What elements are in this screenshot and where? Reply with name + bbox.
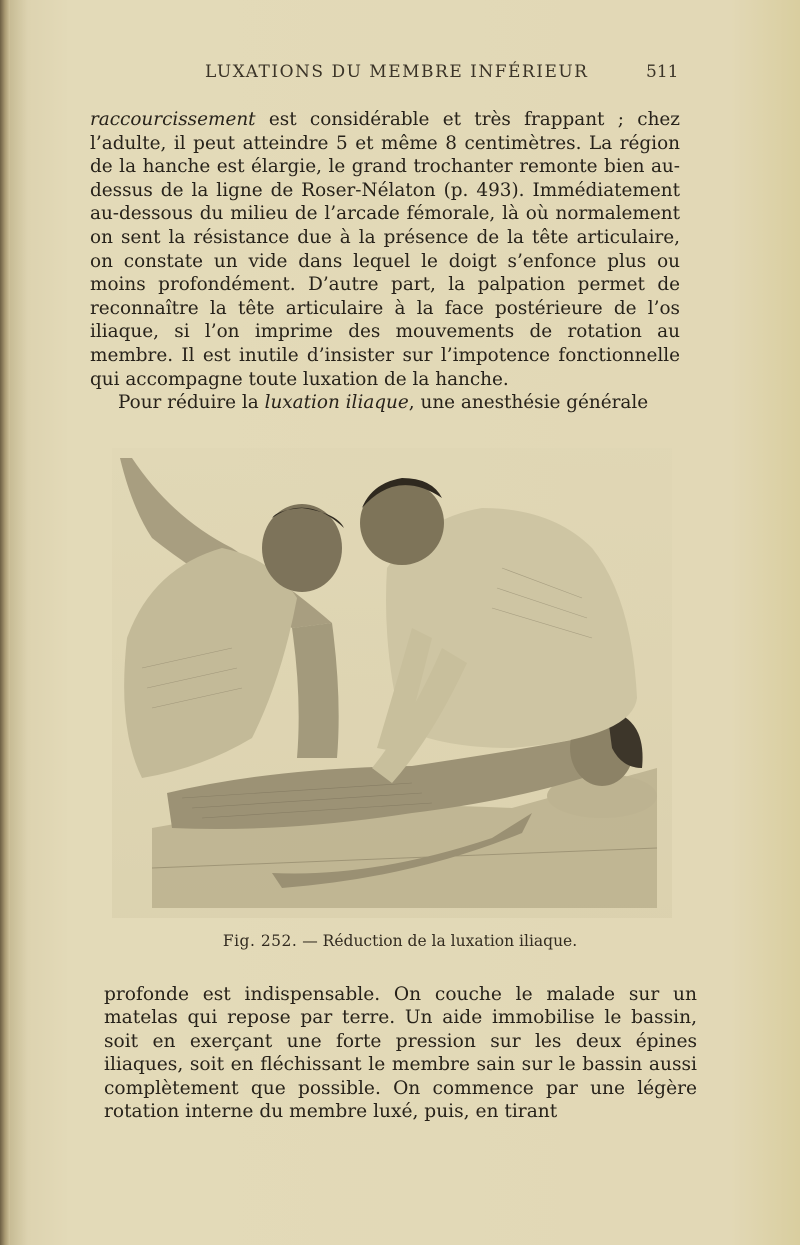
lead-italic-term: raccourcissement (90, 109, 256, 130)
reduction-intro-after: , une anesthésie générale (408, 392, 649, 414)
reduction-intro-italic: luxation iliaque (264, 392, 409, 414)
figure-caption-text: — Réduction de la luxation iliaque. (297, 932, 578, 950)
paragraph-reduction-intro (90, 391, 680, 415)
book-binding-edge (0, 0, 10, 1245)
paragraph-symptoms (90, 108, 680, 391)
text-block-top (90, 108, 680, 415)
page-number: 511 (646, 62, 679, 82)
reduction-intro-before: Pour réduire la (118, 392, 265, 414)
figure-illustration (112, 448, 672, 918)
running-header (0, 62, 800, 92)
figure-caption (0, 932, 800, 950)
running-title: LUXATIONS DU MEMBRE INFÉRIEUR (205, 62, 589, 82)
engraving-image (112, 448, 672, 918)
figure-label: Fig. 252. (222, 932, 298, 950)
paragraph-symptoms-text: est considérable et très frappant ; chez l’adulte, il peut atteindre 5 et même 8 centimètres. La région de la hanche est élargie, le grand trochanter remonte bien au-dessus de la ligne de Roser-Nélaton (p. 493). Immédiatement au-dessous du milieu de l’arcade fémorale, là où normalement on sent la résistance due à la présence de la tête articulaire, on constate un vide dans lequel le doigt s’enfonce plus ou moins profondément. D’autre part, la palpation permet de reconnaître la tête articulaire à la face postérieure de l’os iliaque, si l’on imprime des mouvements de rotation au membre. Il est inutile d’insister sur l’impotence fonctionnelle qui accompagne toute luxation de la hanche. (90, 109, 680, 390)
paragraph-procedure: profonde est indispensable. On couche le malade sur un matelas qui repose par terre. Un aide immobilise le bassin, soit en exerçant une forte pression sur les deux épines iliaques, soit en fléchissant le membre sain sur le bassin aussi complètement que possible. On commence par une légère rotation interne du membre luxé, puis, en tirant (104, 984, 697, 1123)
text-block-bottom (104, 983, 697, 1123)
